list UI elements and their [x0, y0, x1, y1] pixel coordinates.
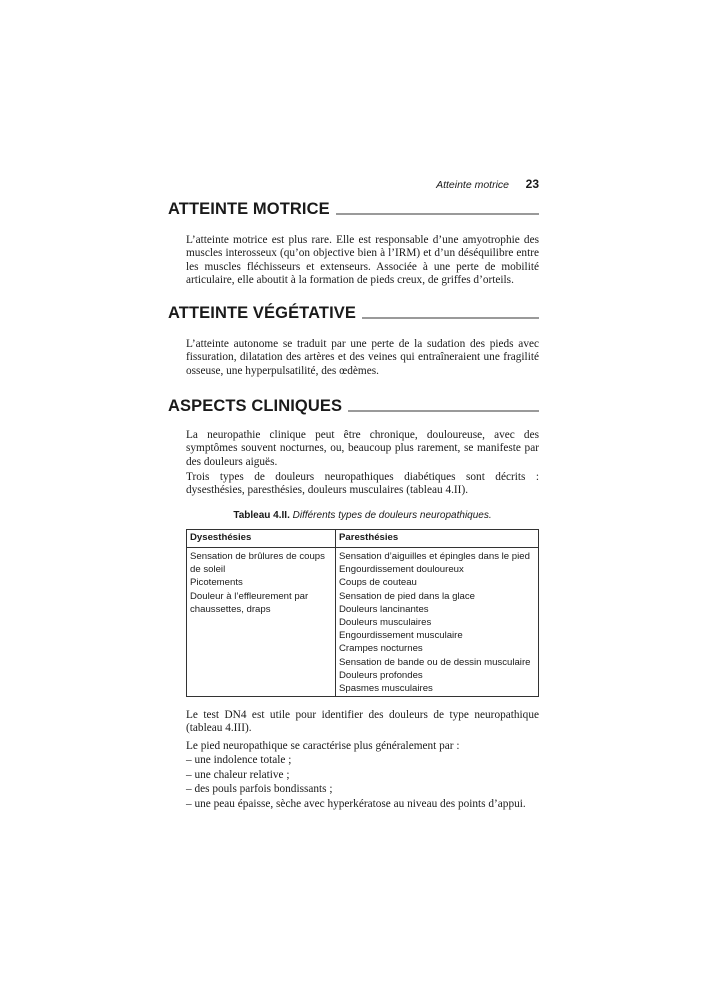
table-header-paresthesies: Paresthésies — [336, 530, 539, 548]
list-item: – des pouls parfois bondissants ; — [186, 783, 333, 796]
section-heading-motrice — [168, 200, 539, 219]
heading-rule — [362, 317, 539, 319]
list-item: – une indolence totale ; — [186, 754, 292, 766]
paragraph-cliniques-1: La neuropathie clinique peut être chronique, douloureuse, avec des symptômes souvent nocturnes, ou, beaucoup plus rarement, se manifeste par des douleurs aiguës. — [186, 429, 539, 468]
table-header-dysesthesies: Dysesthésies — [187, 530, 336, 548]
paragraph-pied-neuropathique: Le pied neuropathique se caractérise plus généralement par : — [186, 740, 460, 752]
table-caption-text: Différents types de douleurs neuropathiques. — [292, 510, 492, 521]
section-title: ATTEINTE VÉGÉTATIVE — [168, 304, 356, 322]
table-cell-item: Sensation de pied dans la glace — [339, 590, 476, 602]
table-cell-paresthesies — [336, 548, 539, 697]
paragraph-motrice: L’atteinte motrice est plus rare. Elle est responsable d’une amyotrophie des muscles interosseux (qu’on objective bien à l’IRM) et d’un déséquilibre entre les muscles fléchisseurs et extenseurs. Associée à une perte de mobilité articulaire, elle aboutit à la formation de pieds creux, de griffes d’orteils. — [186, 234, 539, 286]
section-heading-vegetative — [168, 304, 539, 323]
table-row — [187, 548, 539, 697]
table-cell-item: Sensation d’aiguilles et épingles dans le pied — [339, 551, 530, 562]
heading-rule — [336, 213, 539, 215]
characteristics-list — [186, 754, 546, 812]
list-item: – une chaleur relative ; — [186, 768, 290, 781]
paragraph-vegetative: L’atteinte autonome se traduit par une perte de la sudation des pieds avec fissuration, dilatation des artères et des veines qui entraîneraient une fragilité osseuse, une hyperpulsatilité, des œdèmes. — [186, 338, 539, 377]
table-cell-item: Douleurs musculaires — [339, 617, 432, 629]
table-label: Tableau 4.II. — [233, 510, 290, 521]
section-heading-cliniques — [168, 397, 539, 416]
running-head — [436, 177, 539, 191]
table-caption — [186, 510, 539, 521]
table-cell-item: Engourdissement douloureux — [339, 564, 464, 576]
table-cell-item: Sensation de brûlures de coups de soleil — [190, 551, 325, 576]
page-number: 23 — [525, 177, 539, 191]
table-cell-item: Douleur à l’effleurement par chaussettes, draps — [190, 590, 309, 615]
table-cell-item: Engourdissement musculaire — [339, 630, 463, 642]
table-header-row — [187, 530, 539, 548]
table-cell-item: Sensation de bande ou de dessin musculaire — [339, 656, 531, 668]
table-cell-item: Douleurs lancinantes — [339, 603, 429, 615]
heading-rule — [348, 410, 539, 412]
running-head-title: Atteinte motrice — [436, 179, 510, 191]
table-cell-item: Douleurs profondes — [339, 669, 423, 681]
table-cell-item: Spasmes musculaires — [339, 683, 433, 695]
table-cell-dysesthesies — [187, 548, 336, 697]
section-title: ATTEINTE MOTRICE — [168, 200, 330, 218]
section-title: ASPECTS CLINIQUES — [168, 397, 343, 415]
paragraph-dn4: Le test DN4 est utile pour identifier des douleurs de type neuropathique (tableau 4.III). — [186, 709, 539, 735]
pain-types-table — [186, 529, 539, 697]
table-cell-item: Crampes nocturnes — [339, 643, 423, 655]
table-cell-item: Picotements — [190, 577, 243, 589]
table-cell-item: Coups de couteau — [339, 577, 417, 589]
list-item: – une peau épaisse, sèche avec hyperkératose au niveau des points d’appui. — [186, 797, 526, 810]
paragraph-cliniques-2: Trois types de douleurs neuropathiques diabétiques sont décrits : dysesthésies, paresthésies, douleurs musculaires (tableau 4.II). — [186, 471, 539, 497]
